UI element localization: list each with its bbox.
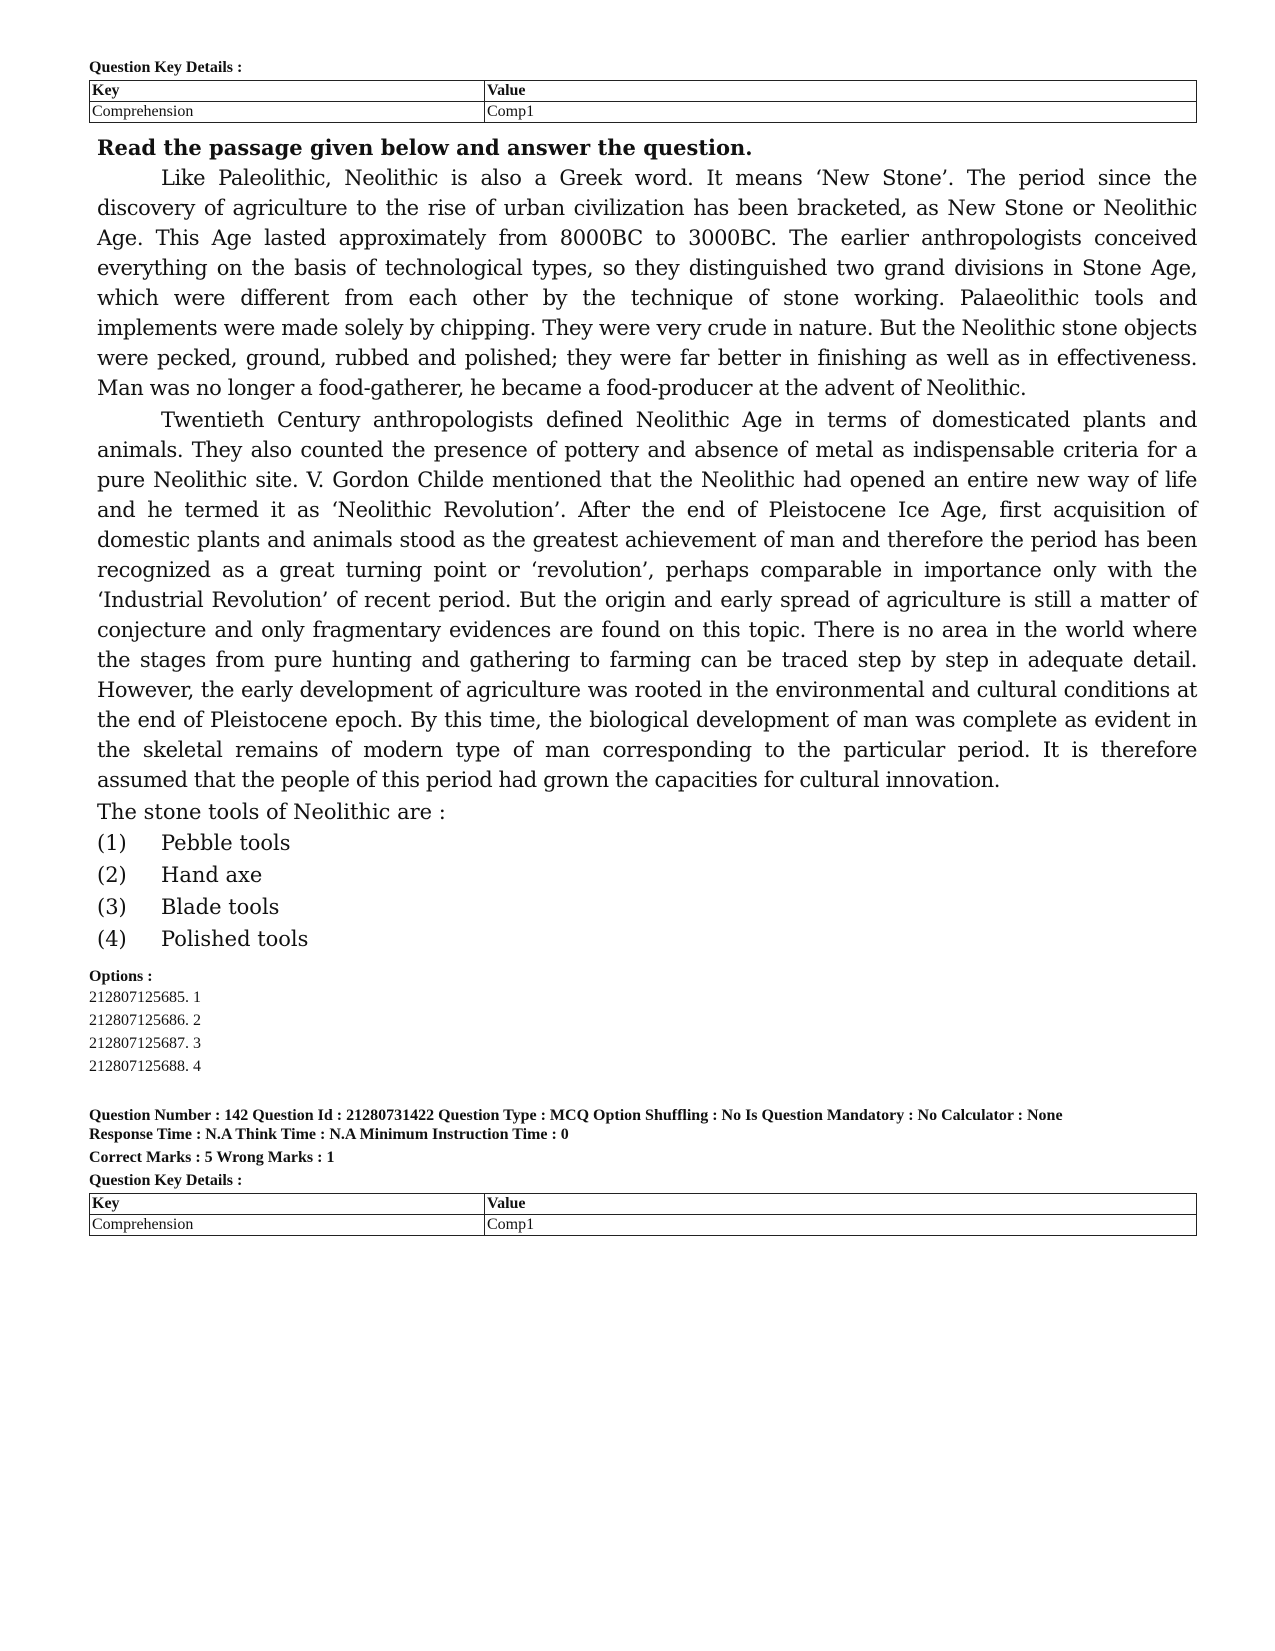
passage-block <box>89 133 1197 955</box>
answer-choice <box>97 923 1197 955</box>
passage-instruction: Read the passage given below and answer the question. <box>97 135 753 160</box>
table-header-row <box>90 1194 1197 1215</box>
key-column-header: Key <box>90 1194 485 1215</box>
choice-number: (4) <box>97 927 127 951</box>
choice-text: Pebble tools <box>161 831 291 855</box>
value-cell: Comp1 <box>485 1215 1197 1236</box>
key-details-heading-2: Question Key Details : <box>89 1172 243 1189</box>
passage-paragraph-2: Twentieth Century anthropologists defined Neolithic Age in terms of domesticated plants and animals. They also counted the presence of pottery and absence of metal as indispensable criteria for a pure Neolithic site. V. Gordon Childe mentioned that the Neolithic had opened an entire new way of life and he termed it as ‘Neolithic Revolution’. After the end of Pleistocene Ice Age, first acquisition of domestic plants and animals stood as the greatest achievement of man and therefore the period has been recognized as a great turning point or ‘revolution’, perhaps comparable in importance only with the ‘Industrial Revolution’ of recent period. But the origin and early spread of agriculture is still a matter of conjecture and only fragmentary evidences are found on this topic. There is no area in the world where the stages from pure hunting and gathering to farming can be traced step by step in adequate detail. However, the early development of agriculture was rooted in the environmental and cultural conditions at the end of Pleistocene epoch. By this time, the biological development of man was complete as evident in the skeletal remains of modern type of man corresponding to the particular period. It is therefore assumed that the people of this period had grown the capacities for cultural innovation. <box>97 408 1197 792</box>
answer-choice <box>97 827 1197 859</box>
options-block <box>89 967 1197 1078</box>
choice-number: (3) <box>97 895 127 919</box>
option-item: 212807125688. 4 <box>89 1058 201 1075</box>
key-details-table-2 <box>89 1193 1197 1236</box>
key-details-table <box>89 80 1197 123</box>
next-question-meta <box>89 1106 1197 1190</box>
value-column-header: Value <box>485 1194 1197 1215</box>
choice-text: Polished tools <box>161 927 309 951</box>
table-row <box>90 102 1197 123</box>
answer-choice <box>97 859 1197 891</box>
document-page <box>89 58 1197 1236</box>
value-cell: Comp1 <box>485 102 1197 123</box>
table-row <box>90 1215 1197 1236</box>
value-column-header: Value <box>485 81 1197 102</box>
question-info-line-1: Question Number : 142 Question Id : 21280731422 Question Type : MCQ Option Shuffling : No Is Question Mandatory : No Calculator : None <box>89 1107 1063 1124</box>
key-details-heading: Question Key Details : <box>89 59 243 76</box>
key-cell: Comprehension <box>90 102 485 123</box>
answer-choices <box>97 827 1197 955</box>
choice-number: (2) <box>97 863 127 887</box>
key-cell: Comprehension <box>90 1215 485 1236</box>
table-header-row <box>90 81 1197 102</box>
question-stem: The stone tools of Neolithic are : <box>97 800 446 824</box>
question-info <box>89 1106 1197 1144</box>
option-item: 212807125686. 2 <box>89 1012 201 1029</box>
option-item: 212807125685. 1 <box>89 989 201 1006</box>
choice-text: Blade tools <box>161 895 280 919</box>
answer-choice <box>97 891 1197 923</box>
question-info-line-2: Response Time : N.A Think Time : N.A Minimum Instruction Time : 0 <box>89 1126 569 1143</box>
options-heading: Options : <box>89 968 153 985</box>
choice-number: (1) <box>97 831 127 855</box>
option-item: 212807125687. 3 <box>89 1035 201 1052</box>
choice-text: Hand axe <box>161 863 263 887</box>
passage-paragraph-1: Like Paleolithic, Neolithic is also a Greek word. It means ‘New Stone’. The period since the discovery of agriculture to the rise of urban civilization has been bracketed, as New Stone or Neolithic Age. This Age lasted approximately from 8000BC to 3000BC. The earlier anthropologists conceived everything on the basis of technological types, so they distinguished two grand divisions in Stone Age, which were different from each other by the technique of stone working. Palaeolithic tools and implements were made solely by chipping. They were very crude in nature. But the Neolithic stone objects were pecked, ground, rubbed and polished; they were far better in finishing as well as in effectiveness. Man was no longer a food-gatherer, he became a food-producer at the advent of Neolithic. <box>97 166 1197 400</box>
marks-line: Correct Marks : 5 Wrong Marks : 1 <box>89 1149 335 1166</box>
key-column-header: Key <box>90 81 485 102</box>
